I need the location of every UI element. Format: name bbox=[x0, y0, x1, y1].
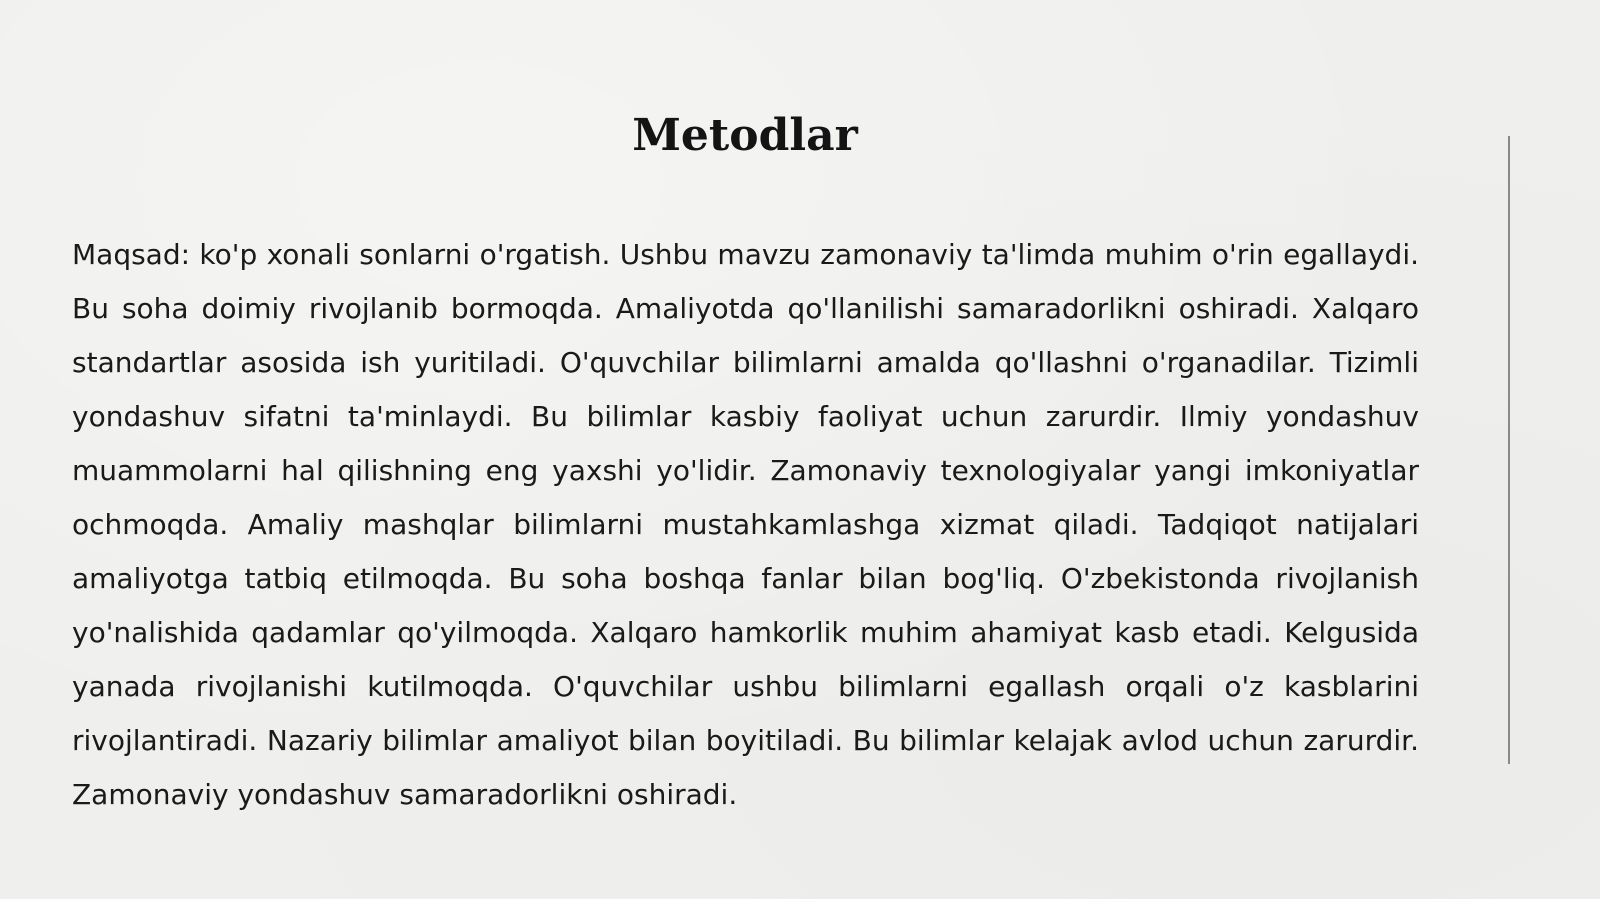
vertical-divider bbox=[1508, 136, 1510, 764]
slide-title: Metodlar bbox=[632, 110, 858, 161]
slide-body-text: Maqsad: ko'p xonali sonlarni o'rgatish. Ushbu mavzu zamonaviy ta'limda muhim o'rin egallaydi. Bu soha doimiy rivojlanib bormoqda. Amaliyotda qo'llanilishi samaradorlikni oshiradi. Xalqaro standartlar asosida ish yuritiladi. O'quvchilar bilimlarni amalda qo'llashni o'rganadilar. Tizimli yondashuv sifatni ta'minlaydi. Bu bilimlar kasbiy faoliyat uchun zarurdir. Ilmiy yondashuv muammolarni hal qilishning eng yaxshi yo'lidir. Zamonaviy texnologiyalar yangi imkoniyatlar ochmoqda. Amaliy mashqlar bilimlarni mustahkamlashga xizmat qiladi. Tadqiqot natijalari amaliyotga tatbiq etilmoqda. Bu soha boshqa fanlar bilan bog'liq. O'zbekistonda rivojlanish yo'nalishida qadamlar qo'yilmoqda. Xalqaro hamkorlik muhim ahamiyat kasb etadi. Kelgusida yanada rivojlanishi kutilmoqda. O'quvchilar ushbu bilimlarni egallash orqali o'z kasblarini rivojlantiradi. Nazariy bilimlar amaliyot bilan boyitiladi. Bu bilimlar kelajak avlod uchun zarurdir. Zamonaviy yondashuv samaradorlikni oshiradi. bbox=[72, 238, 1419, 811]
